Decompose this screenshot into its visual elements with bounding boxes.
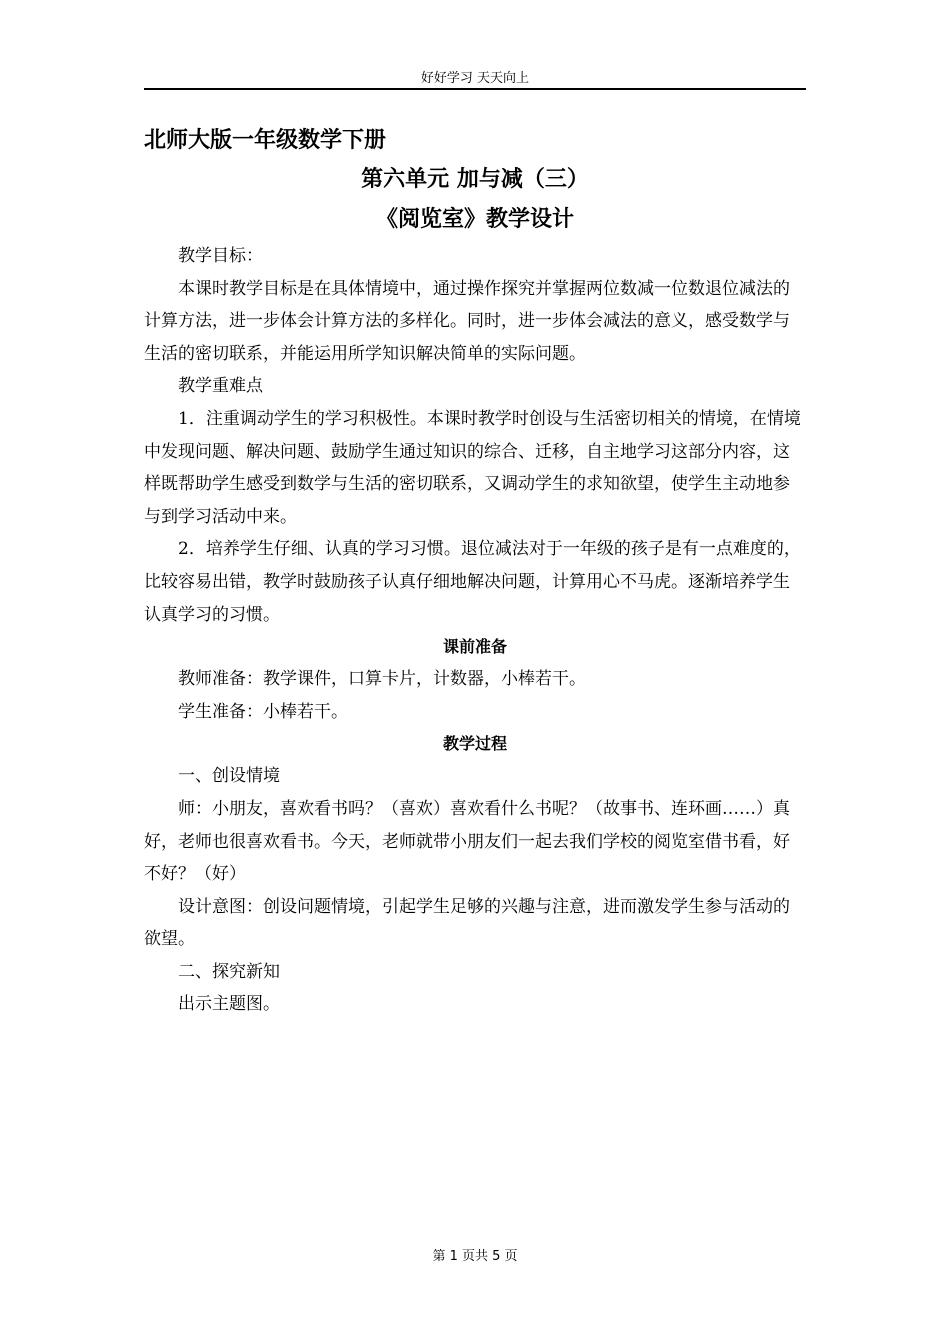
page-number-footer: 第 1 页共 5 页 — [432, 1249, 518, 1264]
key-points-heading: 教学重难点 — [178, 376, 263, 397]
teacher-dialogue: 师：小朋友，喜欢看书吗？（喜欢）喜欢看什么书呢？（故事书、连环画……）真好，老师也很喜欢看书。今天，老师就带小朋友们一起去我们学校的阅览室借书看，好不好？（好） — [144, 798, 790, 885]
header-divider — [144, 88, 806, 90]
key-point-1: 1．注重调动学生的学习积极性。本课时教学时创设与生活密切相关的情境，在情境中发现问题、解决问题、鼓励学生通过知识的综合、迁移，自主地学习这部分内容，这样既帮助学生感受到数学与生活的密切联系，又调动学生的求知欲望，使学生主动地参与到学习活动中来。 — [144, 408, 801, 527]
key-point-2: 2．培养学生仔细、认真的学习习惯。退位减法对于一年级的孩子是有一点难度的，比较容易出错，教学时鼓励孩子认真仔细地解决问题，计算用心不马虎。逐渐培养学生认真学习的习惯。 — [144, 539, 801, 625]
step1-title: 一、创设情境 — [178, 766, 280, 787]
lesson-title: 《阅览室》教学设计 — [375, 207, 574, 232]
student-preparation: 学生准备：小棒若干。 — [178, 701, 348, 722]
objectives-body: 本课时教学目标是在具体情境中，通过操作探究并掌握两位数减一位数退位减法的计算方法，进一步体会计算方法的多样化。同时，进一步体会减法的意义，感受数学与生活的密切联系，并能运用所学知识解决简单的实际问题。 — [144, 278, 790, 364]
unit-title: 第六单元 加与减（三） — [361, 167, 589, 192]
process-heading: 教学过程 — [442, 734, 507, 754]
design-intent: 设计意图：创设问题情境，引起学生足够的兴趣与注意，进而激发学生参与活动的欲望。 — [144, 896, 790, 950]
page-header: 好好学习 天天向上 — [420, 71, 530, 86]
book-title: 北师大版一年级数学下册 — [144, 128, 387, 153]
show-picture-instruction: 出示主题图。 — [178, 994, 280, 1015]
step2-title: 二、探究新知 — [178, 961, 280, 982]
document-body — [144, 112, 806, 1021]
objectives-heading: 教学目标： — [178, 246, 263, 266]
teacher-preparation: 教师准备：教学课件，口算卡片，计数器，小棒若干。 — [178, 669, 586, 690]
preparation-heading: 课前准备 — [442, 637, 507, 657]
